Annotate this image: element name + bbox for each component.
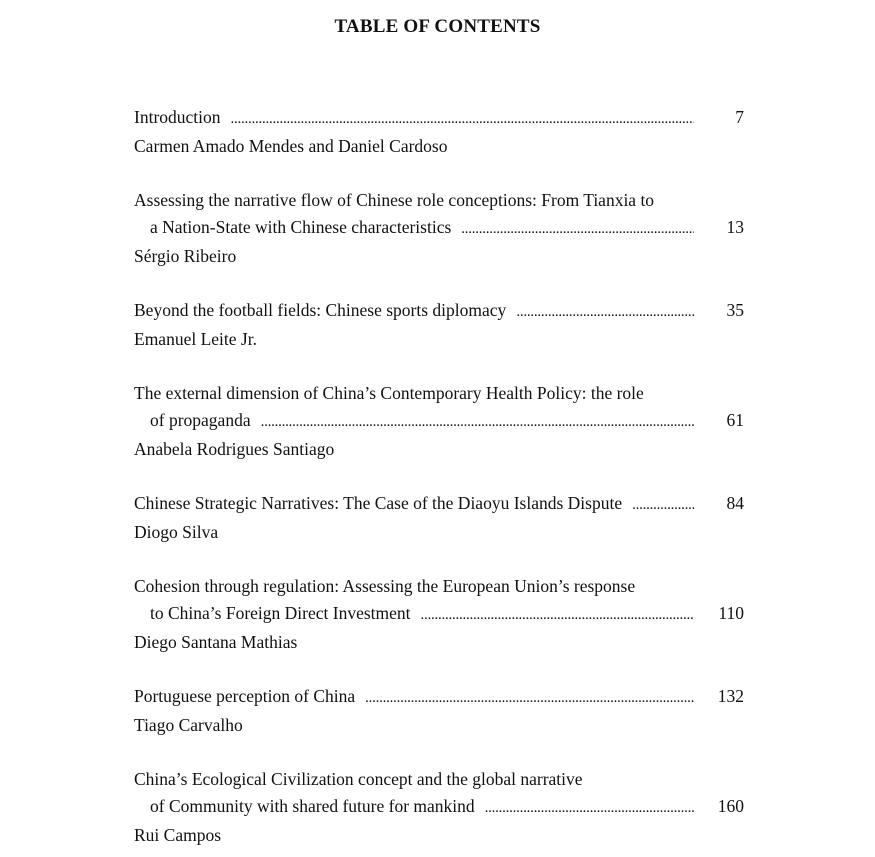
page-number: 13	[726, 217, 744, 237]
dot-leader	[516, 297, 694, 326]
entry-author: Anabela Rodrigues Santiago	[134, 439, 335, 459]
entry-title: Introduction	[134, 107, 221, 127]
entry-author: Sérgio Ribeiro	[134, 246, 237, 266]
page-number: 7	[735, 107, 744, 127]
entry-title-continuation: of Community with shared future for mankind	[150, 796, 475, 816]
entry-title: Beyond the football fields: Chinese sports diplomacy	[134, 300, 507, 320]
entry-title-line	[134, 683, 744, 712]
dot-leader	[421, 600, 694, 629]
entry-title: The external dimension of China’s Contemporary Health Policy: the role	[134, 383, 644, 403]
entry-title: Portuguese perception of China	[134, 686, 356, 706]
page-number: 35	[726, 300, 744, 320]
entry-title-line	[134, 297, 744, 326]
entry-title: Cohesion through regulation: Assessing the European Union’s response	[134, 576, 636, 596]
toc-list	[134, 104, 744, 849]
toc-entry[interactable]	[134, 766, 744, 849]
entry-title-line	[134, 214, 744, 243]
page-title: TABLE OF CONTENTS	[334, 16, 541, 37]
page-number: 84	[726, 493, 744, 513]
toc-entry[interactable]	[134, 104, 744, 160]
page-number: 160	[717, 796, 744, 816]
entry-title-line	[134, 407, 744, 436]
entry-title-line	[134, 793, 744, 822]
entry-title: Assessing the narrative flow of Chinese role conceptions: From Tianxia to	[134, 190, 655, 210]
entry-title-continuation: a Nation-State with Chinese characteristics	[150, 217, 452, 237]
entry-author: Diego Santana Mathias	[134, 632, 298, 652]
dot-leader	[461, 214, 694, 243]
page-number: 61	[726, 410, 744, 430]
toc-entry[interactable]	[134, 297, 744, 353]
toc-entry[interactable]	[134, 380, 744, 463]
dot-leader	[485, 793, 694, 822]
entry-title-line	[134, 490, 744, 519]
entry-author: Rui Campos	[134, 825, 222, 845]
dot-leader	[261, 407, 694, 436]
dot-leader	[365, 683, 694, 712]
entry-author: Emanuel Leite Jr.	[134, 329, 257, 349]
entry-title-continuation: of propaganda	[150, 410, 251, 430]
entry-title-line	[134, 600, 744, 629]
entry-title-continuation: to China’s Foreign Direct Investment	[150, 603, 411, 623]
entry-title-line	[134, 104, 744, 133]
dot-leader	[231, 104, 694, 133]
entry-title: China’s Ecological Civilization concept and the global narrative	[134, 769, 583, 789]
toc-entry[interactable]	[134, 683, 744, 739]
dot-leader	[632, 490, 694, 519]
entry-title: Chinese Strategic Narratives: The Case of the Diaoyu Islands Dispute	[134, 493, 623, 513]
entry-author: Carmen Amado Mendes and Daniel Cardoso	[134, 136, 448, 156]
page-number: 110	[718, 603, 744, 623]
toc-entry[interactable]	[134, 573, 744, 656]
toc-entry[interactable]	[134, 490, 744, 546]
page-number: 132	[717, 686, 744, 706]
toc-entry[interactable]	[134, 187, 744, 270]
entry-author: Tiago Carvalho	[134, 715, 243, 735]
entry-author: Diogo Silva	[134, 522, 219, 542]
